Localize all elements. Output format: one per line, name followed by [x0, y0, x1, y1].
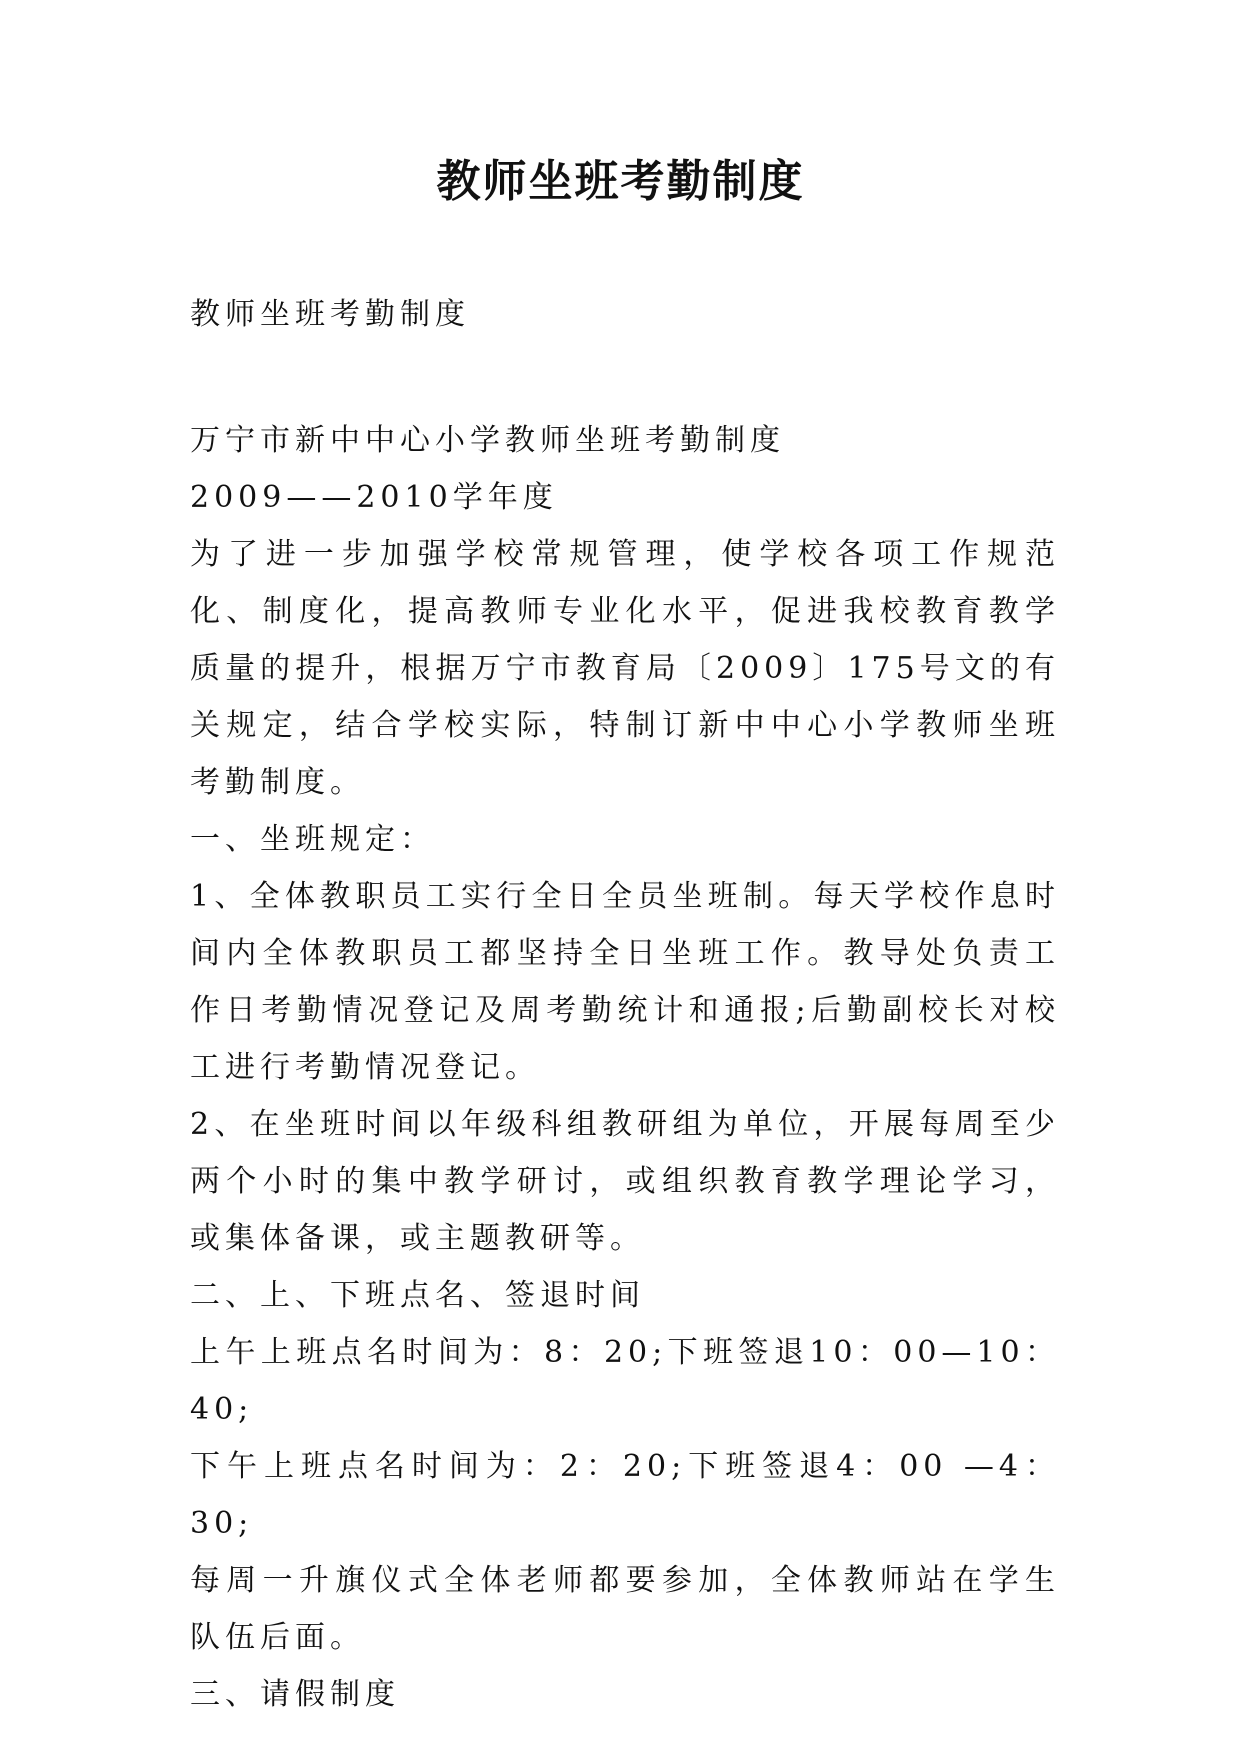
school-year-paragraph: 2009——2010学年度 — [190, 480, 558, 515]
morning-time-paragraph: 上午上班点名时间为：8：20;下班签退10：00—10：40; — [190, 1335, 1060, 1427]
rule-paragraph-1: 1、全体教职员工实行全日全员坐班制。每天学校作息时间内全体教职员工都坚持全日坐班工作。教导处负责工作日考勤情况登记及周考勤统计和通报;后勤副校长对校工进行考勤情况登记。 — [190, 879, 1060, 1085]
document-body — [190, 286, 1060, 1723]
school-name-paragraph: 万宁市新中中心小学教师坐班考勤制度 — [190, 423, 785, 458]
intro-paragraph: 为了进一步加强学校常规管理，使学校各项工作规范化、制度化，提高教师专业化水平，促进我校教育教学质量的提升，根据万宁市教育局〔2009〕175号文的有关规定，结合学校实际，特制订新中中心小学教师坐班考勤制度。 — [190, 537, 1060, 800]
section-heading-3: 三、请假制度 — [190, 1677, 400, 1712]
section-heading-1: 一、坐班规定： — [190, 822, 435, 857]
flag-ceremony-paragraph: 每周一升旗仪式全体老师都要参加，全体教师站在学生队伍后面。 — [190, 1563, 1060, 1655]
section-heading-2: 二、上、下班点名、签退时间 — [190, 1278, 645, 1313]
subtitle-paragraph: 教师坐班考勤制度 — [190, 297, 470, 332]
rule-paragraph-2: 2、在坐班时间以年级科组教研组为单位，开展每周至少两个小时的集中教学研讨，或组织教育教学理论学习，或集体备课，或主题教研等。 — [190, 1107, 1060, 1256]
paragraph-gap — [190, 343, 1060, 412]
afternoon-time-paragraph: 下午上班点名时间为：2：20;下班签退4：00 —4：30; — [190, 1449, 1060, 1541]
document-title: 教师坐班考勤制度 — [436, 156, 805, 207]
